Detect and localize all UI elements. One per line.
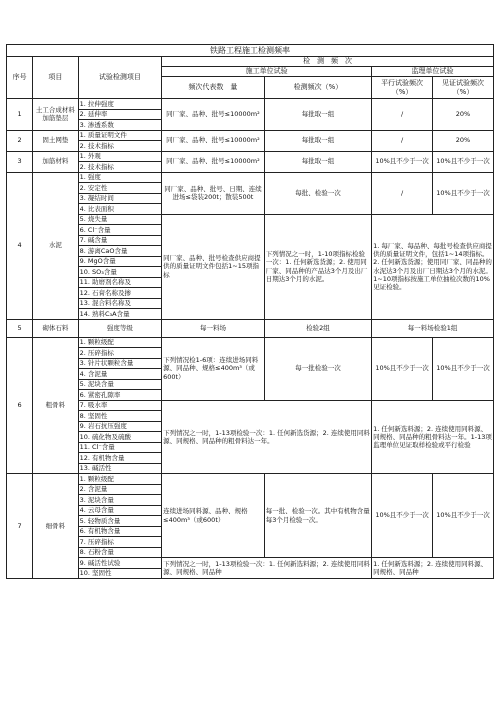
test-freq: 每批取一组 (264, 151, 371, 172)
test-freq: 检验2组 (264, 319, 371, 337)
freq-qty: 连续进场同料源、品种、规格≤400m³（或600t） (162, 474, 265, 558)
freq-qty: 同厂家、品种、批号≤10000m² (162, 130, 265, 151)
test-item: 4. 云母含量 (78, 505, 162, 516)
row-seq: 5 (7, 319, 33, 337)
test-item: 1. 强度 (78, 172, 162, 183)
header-test-freq: 检测频次（%） (264, 77, 371, 99)
freq-qty: 同厂家、品种、批号≤10000m² (162, 151, 265, 172)
test-item: 2. 技术指标 (78, 141, 162, 152)
test-item: 7. 碱含量 (78, 235, 162, 246)
header-frequency: 检 测 频 次 (162, 57, 494, 67)
test-item: 6. 紧密孔隙率 (78, 390, 162, 401)
test-item: 13. 碱活性 (78, 463, 162, 474)
row-item: 水泥 (33, 172, 78, 319)
row-seq: 6 (7, 337, 33, 474)
row-item: 固土网垫 (33, 130, 78, 151)
test-item: 10. SO₃含量 (78, 267, 162, 278)
test-freq: 每一批检验一次 (264, 337, 371, 400)
freq-qty: 同厂家、品种、批号检查供应商提供的质量证明文件包括1~15项指标 (162, 214, 265, 319)
witness-freq: 10%且不少于一次 (433, 151, 494, 172)
test-freq: 每批、检验一次 (264, 172, 371, 214)
test-freq: 每一批、检验一次。其中有机物含量每3个月检验一次。 (264, 474, 371, 558)
row-item: 砌体石料 (33, 319, 78, 337)
test-item: 10. 坚固性 (78, 568, 162, 579)
header-supervision: 监理单位试验 (372, 67, 494, 77)
row-seq: 2 (7, 130, 33, 151)
test-item: 强度等级 (78, 319, 162, 337)
test-item: 1. 外观 (78, 151, 162, 162)
test-item: 8. 坚固性 (78, 411, 162, 422)
supervision-freq: 1. 任何新选料源；2. 连续使用同料源、同规格、同品种 (372, 558, 494, 579)
table-row (7, 214, 494, 225)
freq-qty: 每一料场 (162, 319, 265, 337)
header-construction: 施工单位试验 (162, 67, 372, 77)
freq-qty: 同厂家、品种、批号≤10000m² (162, 99, 265, 131)
table-row (7, 337, 494, 348)
title-row (7, 45, 494, 57)
header-row-1 (7, 57, 494, 67)
header-freq-qty: 频次代表数 量 (162, 77, 265, 99)
witness-freq: 20% (433, 99, 494, 131)
test-freq: 每批取一组 (264, 99, 371, 131)
test-freq: 下列情况之一时，1-10项指标检验一次：1. 任何新选货源；2. 使用同厂家、同品种的产品达3个月及出厂日期达3个月的水泥。 (264, 214, 371, 319)
row-seq: 7 (7, 474, 33, 579)
table-body (7, 45, 494, 579)
test-item: 8. 游离CaO含量 (78, 246, 162, 257)
test-item: 2. 技术指标 (78, 162, 162, 173)
header-parallel: 平行试验频次（%） (372, 77, 433, 99)
test-item: 3. 凝结时间 (78, 193, 162, 204)
header-test-item: 试验检测项目 (78, 57, 162, 99)
header-witness: 见证试验频次（%） (433, 77, 494, 99)
test-item: 4. 比表面积 (78, 204, 162, 215)
row-item: 加筋材料 (33, 151, 78, 172)
test-item: 10. 硫化物及硫酸 (78, 432, 162, 443)
parallel-freq: / (372, 99, 433, 131)
test-freq: 下列情况之一时，1-13项检验一次：1. 任何新选料源；2. 连续使用同料源、同规格、同品种 (162, 558, 372, 579)
test-item: 7. 吸水率 (78, 400, 162, 411)
freq-qty: 下列情况检1-6项：连续进场同料源、同品种、规格≤400m³（或600t） (162, 337, 265, 400)
test-item: 2. 延伸率 (78, 109, 162, 120)
witness-freq: 10%且不少于一次 (433, 474, 494, 558)
table-row (7, 474, 494, 485)
test-item: 7. 压碎指标 (78, 537, 162, 548)
test-item: 14. 熟料C₃A含量 (78, 309, 162, 320)
row-seq: 1 (7, 99, 33, 131)
supervision-freq: 1. 每厂家、每品种、每批号检查供应商提供的质量证明文件，包括1~14项指标。2. 任何新选货源；使用同厂家、同品种的水泥达3个月及出厂日期达3个月的水泥。1~10项指标按施工单位抽检次数的10%见证检验。 (372, 214, 494, 319)
test-item: 9. 岩石抗压强度 (78, 421, 162, 432)
test-item: 12. 有机物含量 (78, 453, 162, 464)
witness-freq: 10%且不少于一次 (433, 172, 494, 214)
row-seq: 4 (7, 172, 33, 319)
test-item: 9. 碱活性试验 (78, 558, 162, 569)
table-row (7, 319, 494, 337)
test-item: 3. 泥块含量 (78, 495, 162, 506)
test-item: 2. 含泥量 (78, 484, 162, 495)
row-item: 土工合成材料加筋垫层 (33, 99, 78, 131)
supervision-freq: 1. 任何新选料源；2. 连续使用同料源、同规格、同品种的粗骨料达一年。1-13项 监理单位见证取样检验或平行检验 (372, 400, 494, 474)
test-item: 9. MgO含量 (78, 256, 162, 267)
test-freq: 每批取一组 (264, 130, 371, 151)
parallel-freq: 10%且不少于一次 (372, 337, 433, 400)
test-item: 12. 石膏名称及掺 (78, 288, 162, 299)
test-item: 1. 颗粒级配 (78, 337, 162, 348)
test-item: 3. 针片状颗粒含量 (78, 358, 162, 369)
test-item: 3. 渗透系数 (78, 120, 162, 131)
row-item: 粗骨料 (33, 337, 78, 474)
supervision-freq: 每一料场检验1组 (372, 319, 494, 337)
test-item: 11. 助磨剂名称及 (78, 277, 162, 288)
header-seq: 序号 (7, 57, 33, 99)
witness-freq: 10%且不少于一次 (433, 337, 494, 400)
test-item: 6. 有机物含量 (78, 526, 162, 537)
parallel-freq: 10%且不少于一次 (372, 151, 433, 172)
inspection-frequency-table (6, 44, 494, 579)
test-item: 11. Cl⁻含量 (78, 442, 162, 453)
test-item: 1. 颗粒级配 (78, 474, 162, 485)
table-row (7, 172, 494, 183)
test-item: 2. 压碎指标 (78, 348, 162, 359)
row-item: 细骨料 (33, 474, 78, 579)
table-row (7, 151, 494, 162)
table-title: 铁路工程施工检测频率 (7, 45, 494, 57)
table-row (7, 558, 494, 569)
header-item: 项目 (33, 57, 78, 99)
test-item: 13. 混合料名称及 (78, 298, 162, 309)
test-item: 5. 泥块含量 (78, 379, 162, 390)
test-item: 6. Cl⁻含量 (78, 225, 162, 236)
test-item: 2. 安定性 (78, 183, 162, 194)
test-item: 1. 质量证明文件 (78, 130, 162, 141)
freq-qty: 同厂家、品种、批号、日期、连续进场≤袋装200t；散装500t (162, 172, 265, 214)
row-seq: 3 (7, 151, 33, 172)
test-item: 1. 拉伸强度 (78, 99, 162, 110)
table-row (7, 130, 494, 141)
witness-freq: 20% (433, 130, 494, 151)
test-item: 4. 含泥量 (78, 369, 162, 380)
test-freq: 下列情况之一时，1-13项检验一次：1. 任何新选货源；2. 连续使用同料源、同规格、同品种的粗骨料达一年。 (162, 400, 372, 474)
parallel-freq: 10%且不少于一次 (372, 474, 433, 558)
test-item: 8. 石粉含量 (78, 547, 162, 558)
test-item: 5. 烧失量 (78, 214, 162, 225)
table-row (7, 400, 494, 411)
test-item: 5. 轻物质含量 (78, 516, 162, 527)
parallel-freq: / (372, 172, 433, 214)
table-row (7, 99, 494, 110)
parallel-freq: / (372, 130, 433, 151)
